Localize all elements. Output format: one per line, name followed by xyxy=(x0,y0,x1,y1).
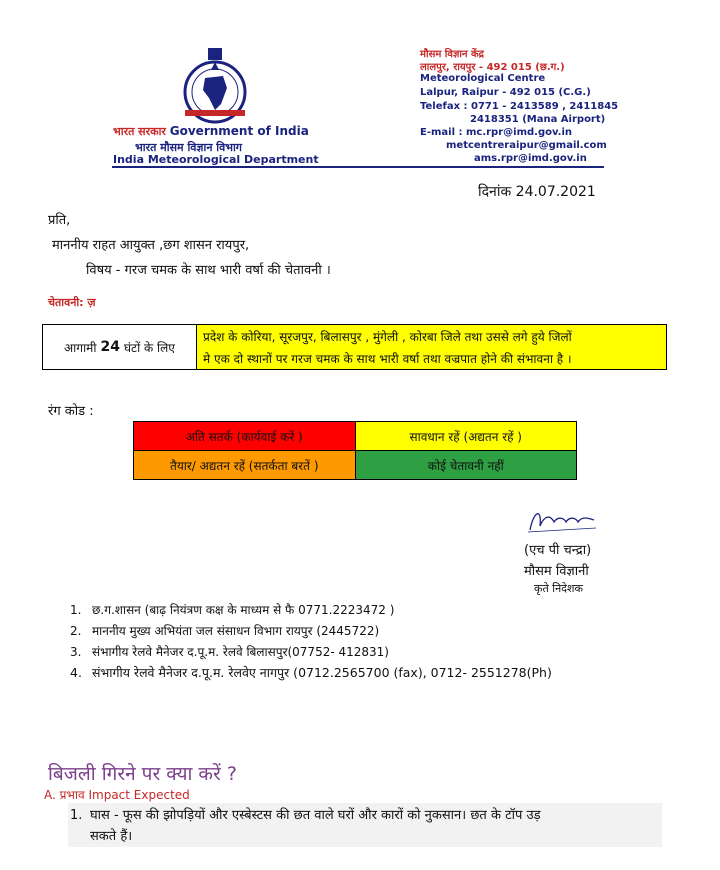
subject: विषय - गरज चमक के साथ भारी वर्षा की चेतावनी । xyxy=(86,263,331,278)
list-item: 4. संभागीय रेलवे मैनेजर द.पू.म. रेलवेए नागपुर (0712.2565700 (fax), 0712- 2551278(Ph) xyxy=(70,665,552,680)
header-divider xyxy=(112,166,604,168)
address-hindi: लालपुर, रायपुर - 492 015 (छ.ग.) xyxy=(420,62,565,73)
imd-emblem-logo xyxy=(165,48,265,128)
warning-text: प्रदेश के कोरिया, सूरजपुर, बिलासपुर , मुंगेली , कोरबा जिले तथा उससे लगे हुये जिलों मे एक दो स्थानों पर गरज चमक के साथ भारी वर्षा तथा वज्रपात होने की संभावना है । xyxy=(197,325,666,369)
signatory-name: (एच पी चन्द्रा) xyxy=(524,543,592,558)
centre-hindi: मौसम विज्ञान केंद्र xyxy=(420,49,484,60)
gov-of-india-line: भारत सरकार Government of India xyxy=(113,124,309,138)
dept-english: India Meteorological Department xyxy=(113,153,319,166)
lightning-heading: बिजली गिरने पर क्या करें ? xyxy=(48,763,237,785)
warning-label: चेतावनी: ज़ xyxy=(48,296,96,309)
signature-image xyxy=(524,504,604,536)
impact-item: 1. घास - फूस की झोपड़ियों और एस्बेस्टस की छत वाले घरों और कारों को नुकसान। छत के टॉप उड़ सकते हैं। xyxy=(68,803,662,847)
dept-hindi: भारत मौसम विज्ञान विभाग xyxy=(135,141,242,154)
address-english: Lalpur, Raipur - 492 015 (C.G.) xyxy=(420,87,591,98)
signatory-for: कृते निदेशक xyxy=(534,582,583,595)
list-item: 1. छ.ग.शासन (बाढ़ नियंत्रण कक्ष के माध्यम से फै 0771.2223472 ) xyxy=(70,603,395,617)
telefax: Telefax : 0771 - 2413589 , 2411845 xyxy=(420,101,619,112)
code-red: अति सतर्क (कार्यवाई करें ) xyxy=(134,422,356,451)
color-code-label: रंग कोड : xyxy=(48,404,94,419)
code-orange: तैयार/ अद्यतन रहें (सतर्कता बरतें ) xyxy=(134,451,356,480)
telefax-airport: 2418351 (Mana Airport) xyxy=(470,114,606,125)
impact-subheading: A. प्रभाव Impact Expected xyxy=(44,788,190,802)
email-line-2: metcentreraipur@gmail.com xyxy=(446,140,607,151)
signatory-designation: मौसम विज्ञानी xyxy=(524,564,589,579)
copy-list xyxy=(70,601,552,685)
date: दिनांक 24.07.2021 xyxy=(478,184,596,200)
addressee: माननीय राहत आयुक्त ,छग शासन रायपुर, xyxy=(52,238,250,253)
email-line-3: ams.rpr@imd.gov.in xyxy=(474,153,587,164)
color-code-table xyxy=(133,421,577,480)
list-item: 2. माननीय मुख्य अभियंता जल संसाधन विभाग रायपुर (2445722) xyxy=(70,624,380,638)
code-yellow: सावधान रहें (अद्यतन रहें ) xyxy=(355,422,577,451)
centre-english: Meteorological Centre xyxy=(420,73,546,84)
warning-box xyxy=(42,324,667,370)
warning-period: आगामी 24 घंटों के लिए xyxy=(43,325,197,369)
list-item: 3. संभागीय रेलवे मैनेजर द.पू.म. रेलवे बिलासपुर(07752- 412831) xyxy=(70,645,389,659)
code-green: कोई चेतावनी नहीं xyxy=(355,451,577,480)
to-label: प्रति, xyxy=(48,213,71,228)
email-line-1: E-mail : mc.rpr@imd.gov.in xyxy=(420,127,573,138)
